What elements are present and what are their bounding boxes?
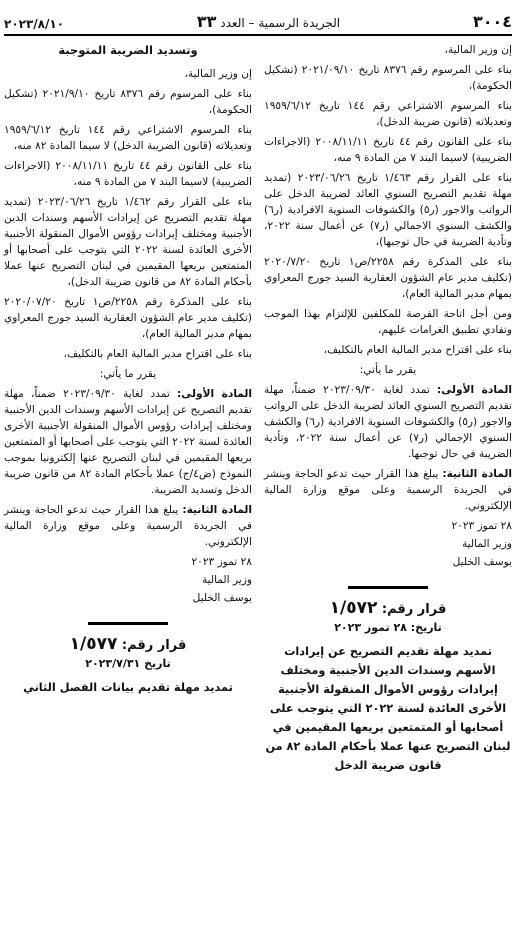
section-divider <box>264 578 512 594</box>
article-text: يبلغ هذا القرار حيث تدعو الحاجة وينشر في الجريدة الرسمية وعلى موقع وزارة المالية الإلكتروني. <box>4 504 252 548</box>
page-header <box>4 6 512 36</box>
preamble-paragraph: بناء المرسوم الاشتراعي رقم ١٤٤ تاريخ ١٩٥٩/٦/١٢ وتعديلاته (قانون ضريبة الدخل)، <box>264 100 512 128</box>
signature-name: يوسف الخليل <box>452 556 512 568</box>
preamble-paragraph: بناء المرسوم الاشتراعي رقم ١٤٤ تاريخ ١٩٥٩/٦/١٢ وتعديلاته (قانون الضريبة الدخل) لا سيما المادة ٨٢ منه، <box>4 124 252 152</box>
decides-line: يقرر ما يأتي: <box>99 368 157 380</box>
article-label: المادة الثانية: <box>182 504 252 516</box>
preamble-paragraph: بناء على المذكرة رقم ٢٢٥٨/ص١ تاريخ ٢٠٢٠/٧/٢٠ (تكليف مدير عام الشؤون العقارية السيد جورج المعراوي بمهام مدير المالية العام)، <box>264 256 512 300</box>
decision-title: تمديد مهلة تقديم التصريح عن إيرادات الأسهم وسندات الدين الأجنبية ومختلف إيرادات رؤوس الأموال المنقولة الأجنبية الأخرى العائدة لسنة ٢٠٢٢ التي يتوجب على أصحابها أو المتمتعين بريعها المقيمين في لبنان التصريح عنها عملا بأحكام المادة ٨٢ من قانون ضريبة الدخل <box>265 645 511 772</box>
preamble-paragraph: بناء على القرار رقم ١/٤٦٢ تاريخ ٢٠٢٣/٠٦/٢٦ (تمديد مهلة تقديم التصريح عن إيرادات الأسهم وسندات الدين الأجنبية ومختلف إيرادات رؤوس الأموال المنقولة الأجنبية الأخرى العائدة لسنة ٢٠٢٢ التي يتوجب على أصحابها أو المتمتعين بريعها المقيمين في لبنان التصريح عنها عملا بأحكام المادة ٨٢ من قانون ضريبة الدخل)، <box>4 196 252 288</box>
issue-number: ٣٣ <box>196 12 217 31</box>
decision-number-value: ١/٥٧٧ <box>69 634 118 654</box>
signature-date: ٢٨ تموز ٢٠٢٣ <box>191 556 252 568</box>
preamble-paragraph: بناء على اقتراح مدير المالية العام بالتكليف، <box>323 344 512 356</box>
decision-label: قرار رقم: <box>121 638 187 653</box>
decision-number-value: ١/٥٧٢ <box>329 598 378 618</box>
preamble-paragraph: بناء على المرسوم رقم ٨٣٧٦ تاريخ ٢٠٢١/٠٩/١٠ (تشكيل الحكومة)، <box>264 64 512 92</box>
preamble-paragraph: بناء على اقتراح مدير المالية العام بالتكليف، <box>63 348 252 360</box>
article-1 <box>264 382 512 462</box>
article-text: تمدد لغاية ٢٠٢٣/٠٩/٣٠ ضمناً، مهلة تقديم التصريح السنوي العائد لضريبة الدخل على الرواتب والاجور (ر٥) والكشوفات السنوية الافرادية (ر٦) والكشف السنوي الإجمالي (ر٧) عن أعمال سنة ٢٠٢٢، وتأدية الضريبة في حال توجبها. <box>264 384 513 460</box>
decision-date: تاريخ ٢٠٢٣/٧/٣١ <box>85 657 171 670</box>
preamble-paragraph: بناء على القرار رقم ١/٤٦٣ تاريخ ٢٠٢٣/٠٦/٢٦ (تمديد مهلة تقديم التصريح السنوي العائد لضريبة الدخل على الرواتب والاجور (ر٥) والكشوفات السنوية الافرادية (ر٦) والكشف السنوي الاجمالي (ر٧) عن أعمال سنة ٢٠٢٢، وتأدية الضريبة في حال توجبها)، <box>264 172 513 248</box>
article-label: المادة الأولى: <box>437 384 513 396</box>
decision-label: قرار رقم: <box>381 602 447 617</box>
article-label: المادة الثانية: <box>442 468 512 480</box>
right-column <box>264 42 512 779</box>
signature-date: ٢٨ تموز ٢٠٢٣ <box>451 520 512 532</box>
decides-line: يقرر ما يأتي: <box>359 364 417 376</box>
article-text: تمدد لغاية ٢٠٢٣/٠٩/٣٠ ضمناً، مهلة تقديم التصريح عن إيرادات الأسهم وسندات الدين الأجنبية ومختلف إيرادات رؤوس الأموال المنقولة الأجنبية الأخرى العائدة لسنة ٢٠٢٢ التي يتوجب على أصحابها أو المتمتعين بريعها المقيمين في لبنان التصريح عنها إلكترونيا بموجب النموذج (ض٤/ج) عملا بأحكام المادة ٨٢ من قانون ضريبة الدخل وتسديد الضريبة. <box>4 388 252 496</box>
article-text: يبلغ هذا القرار حيث تدعو الحاجة وينشر في الجريدة الرسمية وعلى موقع وزارة المالية الإلكتروني. <box>264 468 512 512</box>
issue-info <box>197 12 340 31</box>
signature-title: وزير المالية <box>201 574 252 586</box>
article-label: المادة الأولى: <box>177 388 253 400</box>
page-number: ٣٠٠٤ <box>472 12 512 31</box>
preamble-paragraph: بناء على القانون رقم ٤٤ تاريخ ٢٠٠٨/١١/١١ (الاجراءات الضريبية) لاسيما البند ٧ من المادة ٩ منه، <box>264 136 512 164</box>
decision-date: تاريخ: ٢٨ تموز ٢٠٢٣ <box>334 621 442 634</box>
section-divider <box>4 614 252 630</box>
decision-title: تمديد مهلة تقديم بيانات الفصل الثاني <box>23 681 233 694</box>
preamble-intro: إن وزير المالية، <box>184 68 252 80</box>
left-column <box>4 42 252 701</box>
signature-title: وزير المالية <box>461 538 512 550</box>
article-1 <box>4 386 252 498</box>
preamble-paragraph: ومن أجل اتاحة الفرصة للمكلفين للإلتزام بهذا الموجب وتفادي تطبيق الغرامات عليهم، <box>264 308 512 336</box>
section-title: وتسديد الضريبة المتوجبة <box>58 43 198 57</box>
decision-number <box>4 636 252 654</box>
preamble-paragraph: بناء على القانون رقم ٤٤ تاريخ ٢٠٠٨/١١/١١ (الاجراءات الضريبية) لاسيما البند ٧ من المادة ٩ منه، <box>4 160 252 188</box>
issue-label: الجريدة الرسمية – العدد <box>220 16 341 30</box>
issue-date: ٢٠٢٣/٨/١٠ <box>4 17 65 31</box>
preamble-paragraph: بناء على المرسوم رقم ٨٣٧٦ تاريخ ٢٠٢١/٩/١٠ (تشكيل الحكومة)، <box>4 88 252 116</box>
preamble-intro: إن وزير المالية، <box>444 44 512 56</box>
signature-name: يوسف الخليل <box>192 592 252 604</box>
article-2 <box>264 466 512 514</box>
preamble-paragraph: بناء على المذكرة رقم ٢٢٥٨/ص١ تاريخ ٢٠٢٠/٠٧/٢٠ (تكليف مدير عام الشؤون العقارية السيد جورج المعراوي بمهام مدير المالية العام)، <box>4 296 252 340</box>
article-2 <box>4 502 252 550</box>
decision-number <box>264 600 512 618</box>
